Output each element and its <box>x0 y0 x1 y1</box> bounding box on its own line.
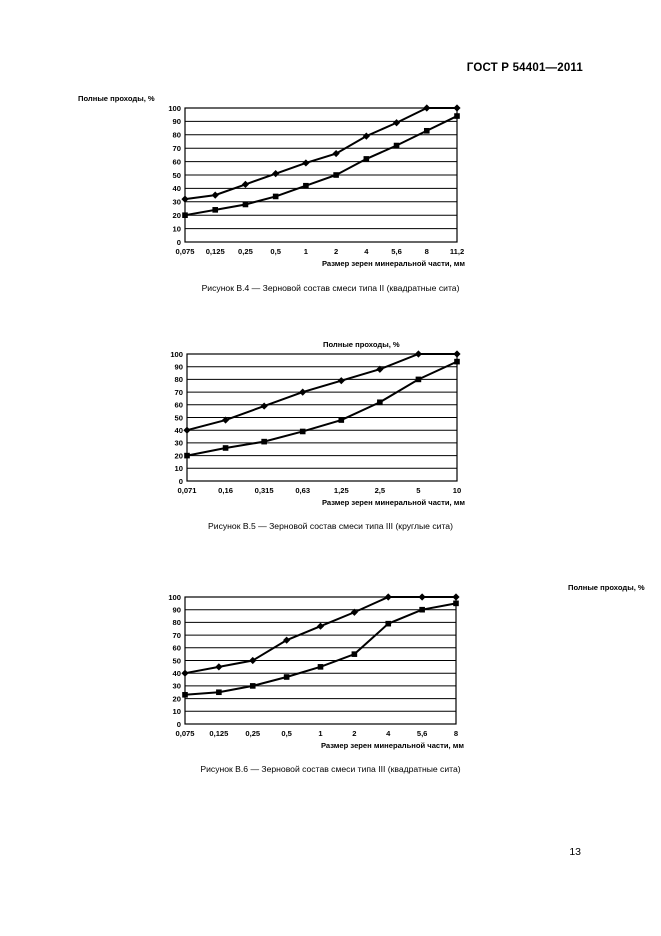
y-tick-label: 80 <box>172 618 181 628</box>
y-tick-label: 70 <box>174 387 183 397</box>
y-tick-label: 100 <box>170 349 183 359</box>
y-tick-label: 60 <box>174 400 183 410</box>
y-tick-label: 10 <box>172 224 181 234</box>
x-tick-label: 0,075 <box>175 247 195 256</box>
data-point <box>452 593 459 600</box>
y-tick-label: 30 <box>172 681 181 691</box>
x-tick-label: 0,63 <box>295 486 311 495</box>
data-point <box>216 689 222 695</box>
y-tick-label: 0 <box>176 719 181 729</box>
x-axis-label: Размер зерен минеральной части, мм <box>321 259 465 268</box>
y-tick-label: 100 <box>168 103 181 113</box>
y-tick-label: 20 <box>172 211 181 220</box>
gridlines <box>185 597 456 724</box>
x-tick-label: 5,6 <box>416 729 428 738</box>
y-tick-label: 10 <box>174 464 183 474</box>
data-point <box>215 663 222 670</box>
y-tick-label: 30 <box>174 438 183 448</box>
y-tick-label: 20 <box>172 694 181 704</box>
y-tick-label: 90 <box>174 362 183 372</box>
y-tick-label: 100 <box>168 592 181 602</box>
y-tick-label: 40 <box>174 426 183 435</box>
x-tick-label: 0,25 <box>245 729 261 738</box>
y-axis-label: Полные проходы, % <box>78 94 155 103</box>
y-tick-label: 20 <box>174 451 183 461</box>
x-tick-label: 0,315 <box>254 486 274 495</box>
data-point <box>352 651 358 657</box>
y-tick-label: 50 <box>174 413 183 423</box>
x-tick-label: 10 <box>452 486 462 495</box>
y-tick-label: 0 <box>176 237 181 247</box>
x-tick-label: 0,071 <box>177 486 197 495</box>
y-tick-label: 60 <box>172 157 181 167</box>
x-tick-label: 0,125 <box>209 729 229 738</box>
data-point <box>419 607 425 613</box>
x-tick-label: 0,5 <box>270 247 281 256</box>
page-number: 13 <box>569 846 581 858</box>
x-tick-label: 2 <box>333 247 339 256</box>
series-line <box>185 603 456 694</box>
x-tick-label: 1 <box>303 247 309 256</box>
figure-caption: Рисунок В.6 — Зерновой состав смеси типа III (квадратные сита) <box>200 764 461 774</box>
x-tick-label: 8 <box>453 729 459 738</box>
data-point <box>385 593 392 600</box>
data-point <box>317 623 324 630</box>
figure-caption: Рисунок В.4 — Зерновой состав смеси типа II (квадратные сита) <box>201 283 460 293</box>
x-tick-label: 0,125 <box>205 247 225 256</box>
series-2 <box>182 601 459 698</box>
x-tick-label: 1 <box>318 729 323 738</box>
data-point <box>181 670 188 677</box>
data-point <box>182 692 188 698</box>
x-tick-label: 0,16 <box>218 486 233 495</box>
y-tick-label: 70 <box>172 630 181 640</box>
y-tick-label: 90 <box>172 117 181 127</box>
x-tick-label: 0,5 <box>281 729 292 738</box>
x-tick-label: 11,2 <box>449 247 465 256</box>
x-tick-label: 5,6 <box>391 247 402 256</box>
y-axis-label: Полные проходы, % <box>568 583 645 592</box>
figure-caption: Рисунок В.5 — Зерновой состав смеси типа III (круглые сита) <box>208 521 453 531</box>
y-tick-label: 40 <box>172 669 181 678</box>
x-axis-label: Размер зерен минеральной части, мм <box>320 741 464 750</box>
x-tick-label: 2,5 <box>374 486 386 495</box>
data-point <box>385 621 391 627</box>
y-axis-label: Полные проходы, % <box>323 340 400 349</box>
data-point <box>284 674 290 680</box>
x-tick-label: 1,25 <box>333 486 349 495</box>
x-tick-label: 2 <box>352 729 357 738</box>
x-tick-label: 4 <box>386 729 391 738</box>
x-tick-label: 8 <box>424 247 429 256</box>
y-tick-label: 0 <box>178 476 183 486</box>
x-tick-label: 4 <box>364 247 369 256</box>
y-tick-label: 30 <box>172 197 181 207</box>
y-tick-label: 80 <box>172 130 181 140</box>
data-point <box>419 593 426 600</box>
x-axis-label: Размер зерен минеральной части, мм <box>321 498 465 507</box>
x-tick-label: 0,25 <box>238 247 253 256</box>
x-tick-label: 0,075 <box>175 729 195 738</box>
y-tick-label: 40 <box>172 184 181 194</box>
y-tick-label: 10 <box>172 707 181 717</box>
y-tick-label: 80 <box>174 375 183 385</box>
y-tick-label: 70 <box>172 144 181 153</box>
y-tick-label: 50 <box>172 170 181 180</box>
x-tick-label: 5 <box>416 486 421 495</box>
data-point <box>250 683 256 689</box>
data-point <box>318 664 324 670</box>
y-tick-label: 50 <box>172 656 181 666</box>
data-point <box>453 601 459 607</box>
document-standard-number: ГОСТ Р 54401—2011 <box>466 62 583 74</box>
y-tick-label: 90 <box>172 605 181 615</box>
y-tick-label: 60 <box>172 643 181 653</box>
